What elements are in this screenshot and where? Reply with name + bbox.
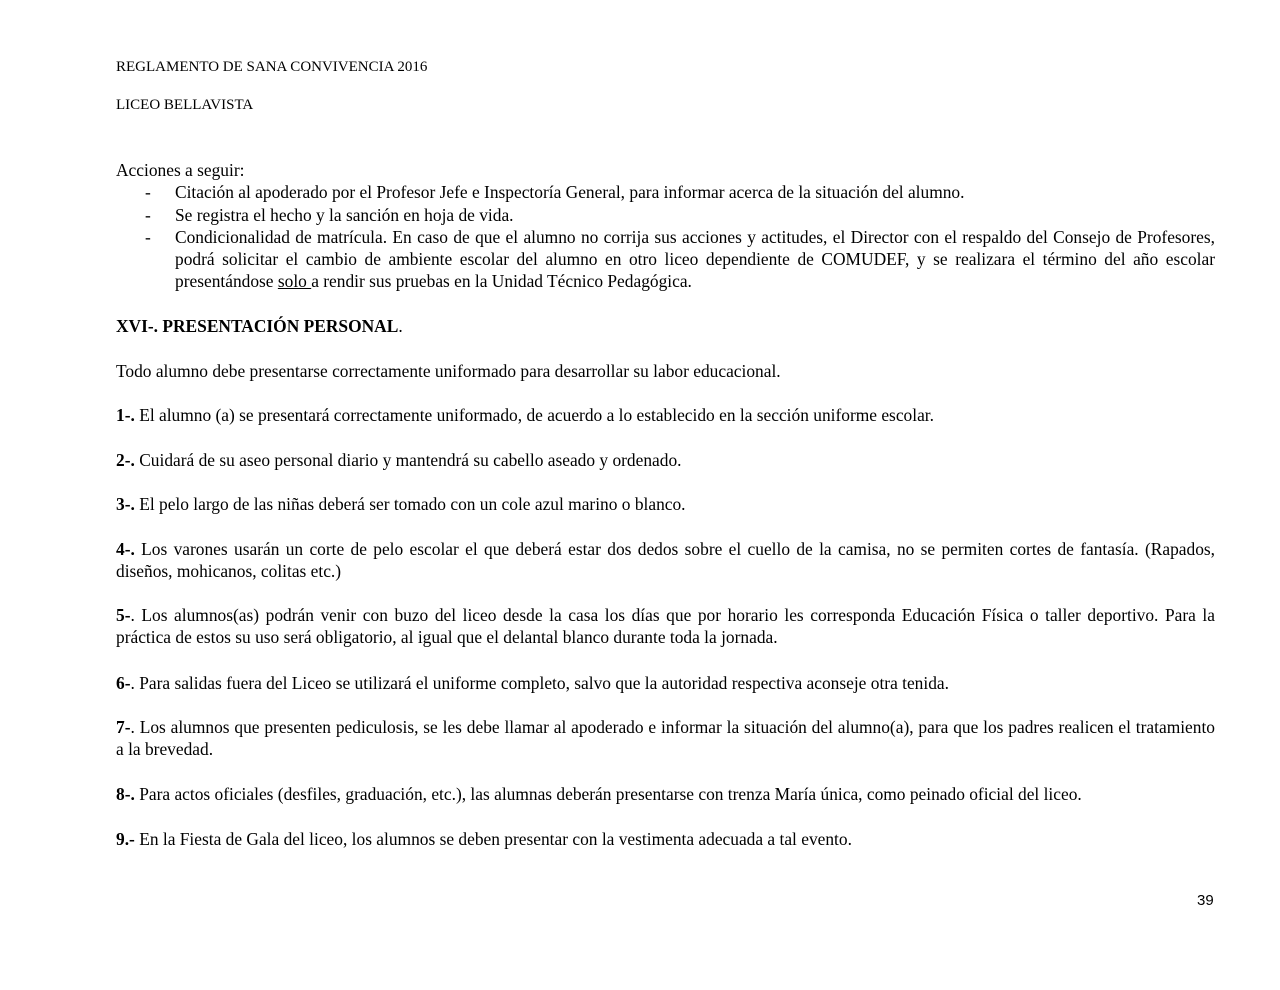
rule-number: 1-. bbox=[116, 405, 135, 425]
rule-text: . Los alumnos(as) podrán venir con buzo del liceo desde la casa los días que por horario les corresponda Educación Física o taller deportivo. Para la práctica de estos su uso será obligatorio, al igual que el delantal blanco durante toda la jornada. bbox=[116, 605, 1215, 648]
rule-paragraph bbox=[116, 783, 1215, 805]
section-heading bbox=[116, 315, 1215, 337]
rule-number: 9.- bbox=[116, 829, 135, 849]
page-number: 39 bbox=[1197, 892, 1214, 909]
rule-text: El alumno (a) se presentará correctamente uniformado, de acuerdo a lo establecido en la sección uniforme escolar. bbox=[134, 405, 934, 425]
list-item bbox=[116, 181, 1215, 203]
rule-paragraph bbox=[116, 538, 1215, 583]
list-item-text: Se registra el hecho y la sanción en hoja de vida. bbox=[175, 204, 514, 225]
rule-text: . Los alumnos que presenten pediculosis, se les debe llamar al apoderado e informar la situación del alumno(a), para que los padres realicen el tratamiento a la brevedad. bbox=[116, 717, 1215, 760]
list-item-text: Citación al apoderado por el Profesor Jefe e Inspectoría General, para informar acerca de la situación del alumno. bbox=[175, 182, 965, 203]
bullet-dash: - bbox=[145, 204, 151, 225]
rule-number: 5- bbox=[116, 605, 131, 625]
rule-text: Para actos oficiales (desfiles, graduación, etc.), las alumnas deberán presentarse con trenza María única, como peinado oficial del liceo. bbox=[134, 784, 1082, 804]
rule-text: Cuidará de su aseo personal diario y mantendrá su cabello aseado y ordenado. bbox=[134, 450, 682, 470]
rule-number: 6- bbox=[116, 673, 131, 693]
rule-paragraph bbox=[116, 404, 1215, 426]
rule-text: . Para salidas fuera del Liceo se utilizará el uniforme completo, salvo que la autoridad respectiva aconseje otra tenida. bbox=[130, 673, 949, 693]
document-header-school: LICEO BELLAVISTA bbox=[116, 97, 254, 113]
actions-intro: Acciones a seguir: bbox=[116, 160, 245, 180]
rule-text: El pelo largo de las niñas deberá ser tomado con un cole azul marino o blanco. bbox=[134, 494, 686, 514]
rule-paragraph bbox=[116, 828, 1215, 850]
actions-block bbox=[116, 159, 1215, 293]
section-intro: Todo alumno debe presentarse correctamente uniformado para desarrollar su labor educacional. bbox=[116, 361, 781, 381]
rule-text: En la Fiesta de Gala del liceo, los alumnos se deben presentar con la vestimenta adecuada a tal evento. bbox=[134, 829, 852, 849]
section-heading-suffix: . bbox=[398, 316, 403, 336]
bullet-dash: - bbox=[145, 226, 151, 247]
list-item bbox=[116, 226, 1215, 293]
rule-number: 7- bbox=[116, 717, 131, 737]
rule-paragraph bbox=[116, 716, 1215, 761]
rule-paragraph bbox=[116, 672, 1215, 694]
rule-number: 4-. bbox=[116, 539, 135, 559]
rule-text: Los varones usarán un corte de pelo escolar el que deberá estar dos dedos sobre el cuello de la camisa, no se permiten cortes de fantasía. (Rapados, diseños, mohicanos, colitas etc.) bbox=[116, 539, 1215, 582]
underlined-text: solo bbox=[277, 271, 312, 292]
rule-paragraph bbox=[116, 604, 1215, 649]
rule-number: 3-. bbox=[116, 494, 135, 514]
document-header-title: REGLAMENTO DE SANA CONVIVENCIA 2016 bbox=[116, 59, 428, 75]
rule-paragraph bbox=[116, 449, 1215, 471]
list-item bbox=[116, 204, 1215, 226]
list-item-text: Condicionalidad de matrícula. En caso de que el alumno no corrija sus acciones y actitudes, el Director con el respaldo del Consejo de Profesores, podrá solicitar el cambio de ambiente escolar del alumno en otro liceo dependiente de COMUDEF, y se realizara el término del año escolar presentándose bbox=[175, 226, 1215, 292]
rule-paragraph bbox=[116, 493, 1215, 515]
rule-number: 8-. bbox=[116, 784, 135, 804]
list-item-text: a rendir sus pruebas en la Unidad Técnico Pedagógica. bbox=[311, 271, 692, 292]
section-heading-text: XVI-. PRESENTACIÓN PERSONAL bbox=[116, 316, 399, 336]
rule-number: 2-. bbox=[116, 450, 135, 470]
bullet-dash: - bbox=[145, 182, 151, 203]
